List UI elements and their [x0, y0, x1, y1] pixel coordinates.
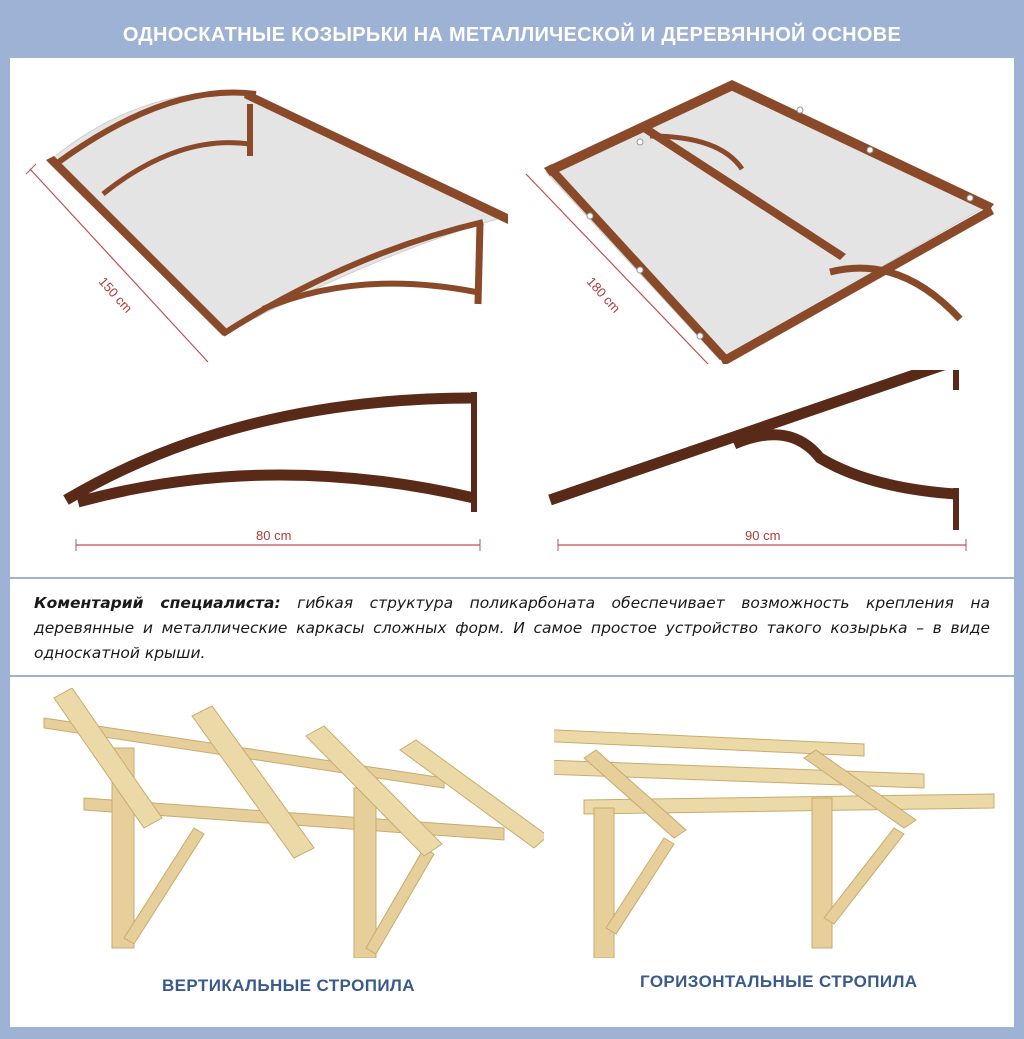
bracket-width-80: 80 cm — [256, 528, 292, 543]
depth-label-180: 180 cm — [583, 273, 624, 316]
flat-canopy-image — [520, 64, 1006, 364]
horizontal-rafters-caption: ГОРИЗОНТАЛЬНЫЕ СТРОПИЛА — [640, 972, 918, 991]
depth-label-150: 150 cm — [95, 273, 136, 316]
page-title: ОДНОСКАТНЫЕ КОЗЫРЬКИ НА МЕТАЛЛИЧЕСКОЙ И ДЕРЕВЯННОЙ ОСНОВЕ — [10, 12, 1014, 58]
comment-text: гибкая структура поликарбоната обеспечивает возможность крепления на деревянные и металлические каркасы сложных форм. И самое простое устройство такого козырька – в виде односкатной крыши. — [34, 594, 990, 663]
content-area — [10, 12, 1014, 1027]
horizontal-rafters-image — [554, 688, 1006, 958]
expert-comment — [10, 577, 1014, 677]
arched-bracket-image — [18, 370, 508, 570]
arched-canopy-image — [18, 64, 508, 364]
vertical-rafters-image — [24, 688, 544, 958]
vertical-rafters-caption: ВЕРТИКАЛЬНЫЕ СТРОПИЛА — [162, 976, 415, 995]
comment-lead: Коментарий специалиста: — [34, 594, 281, 612]
bracket-width-90: 90 cm — [745, 528, 781, 543]
straight-bracket-image — [520, 370, 1006, 570]
